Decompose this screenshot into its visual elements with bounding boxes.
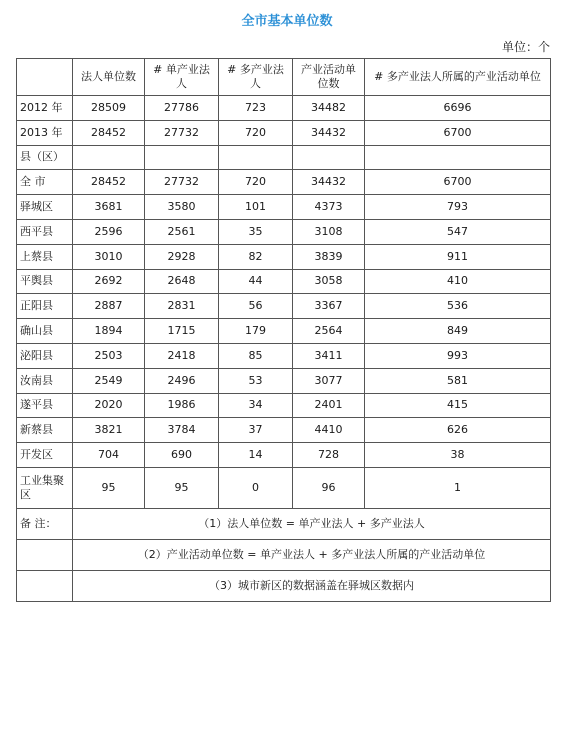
value-cell: 179 — [219, 319, 293, 344]
value-cell: 415 — [365, 393, 551, 418]
value-cell: 2549 — [73, 368, 145, 393]
empty-cell — [365, 145, 551, 170]
header-cell — [17, 59, 73, 96]
value-cell: 2020 — [73, 393, 145, 418]
value-cell: 85 — [219, 343, 293, 368]
table-row — [17, 96, 551, 121]
value-cell: 96 — [293, 467, 365, 508]
header-row — [17, 59, 551, 96]
value-cell: 1 — [365, 467, 551, 508]
row-label: 开发区 — [17, 443, 73, 468]
value-cell: 3411 — [293, 343, 365, 368]
empty-cell — [293, 145, 365, 170]
table-row — [17, 443, 551, 468]
table-row — [17, 170, 551, 195]
value-cell: 6700 — [365, 170, 551, 195]
value-cell: 2887 — [73, 294, 145, 319]
value-cell: 2596 — [73, 219, 145, 244]
table-row — [17, 294, 551, 319]
header-cell: 法人单位数 — [73, 59, 145, 96]
value-cell: 690 — [145, 443, 219, 468]
value-cell: 27786 — [145, 96, 219, 121]
table-row — [17, 343, 551, 368]
row-label: 2012 年 — [17, 96, 73, 121]
value-cell: 2561 — [145, 219, 219, 244]
row-label: 驿城区 — [17, 195, 73, 220]
value-cell: 0 — [219, 467, 293, 508]
value-cell: 2692 — [73, 269, 145, 294]
row-label: 泌阳县 — [17, 343, 73, 368]
value-cell: 95 — [73, 467, 145, 508]
empty-cell — [17, 539, 73, 570]
value-cell: 34432 — [293, 120, 365, 145]
value-cell: 3077 — [293, 368, 365, 393]
statistics-table — [16, 58, 551, 602]
value-cell: 38 — [365, 443, 551, 468]
value-cell: 95 — [145, 467, 219, 508]
value-cell: 911 — [365, 244, 551, 269]
table-row — [17, 244, 551, 269]
value-cell: 35 — [219, 219, 293, 244]
value-cell: 2401 — [293, 393, 365, 418]
row-label: 2013 年 — [17, 120, 73, 145]
header-cell: # 多产业法人 — [219, 59, 293, 96]
row-label: 汝南县 — [17, 368, 73, 393]
value-cell: 2496 — [145, 368, 219, 393]
empty-cell — [145, 145, 219, 170]
table-row — [17, 269, 551, 294]
note-row — [17, 508, 551, 539]
value-cell: 2648 — [145, 269, 219, 294]
header-cell: # 多产业法人所属的产业活动单位 — [365, 59, 551, 96]
value-cell: 720 — [219, 120, 293, 145]
value-cell: 2564 — [293, 319, 365, 344]
table-row — [17, 319, 551, 344]
value-cell: 27732 — [145, 120, 219, 145]
section-label: 县（区） — [17, 145, 73, 170]
value-cell: 793 — [365, 195, 551, 220]
row-label: 工业集聚区 — [17, 467, 73, 508]
value-cell: 1894 — [73, 319, 145, 344]
value-cell: 82 — [219, 244, 293, 269]
note-text: （3）城市新区的数据涵盖在驿城区数据内 — [73, 570, 551, 601]
row-label: 上蔡县 — [17, 244, 73, 269]
notes-label: 备 注： — [17, 508, 73, 539]
empty-cell — [219, 145, 293, 170]
value-cell: 626 — [365, 418, 551, 443]
value-cell: 3367 — [293, 294, 365, 319]
value-cell: 1715 — [145, 319, 219, 344]
value-cell: 101 — [219, 195, 293, 220]
value-cell: 728 — [293, 443, 365, 468]
row-label: 全 市 — [17, 170, 73, 195]
note-row — [17, 539, 551, 570]
row-label: 正阳县 — [17, 294, 73, 319]
empty-cell — [17, 570, 73, 601]
value-cell: 849 — [365, 319, 551, 344]
table-row — [17, 418, 551, 443]
value-cell: 1986 — [145, 393, 219, 418]
value-cell: 704 — [73, 443, 145, 468]
value-cell: 2831 — [145, 294, 219, 319]
value-cell: 28452 — [73, 120, 145, 145]
value-cell: 3010 — [73, 244, 145, 269]
value-cell: 3108 — [293, 219, 365, 244]
value-cell: 56 — [219, 294, 293, 319]
value-cell: 2503 — [73, 343, 145, 368]
value-cell: 27732 — [145, 170, 219, 195]
value-cell: 44 — [219, 269, 293, 294]
value-cell: 3821 — [73, 418, 145, 443]
row-label: 确山县 — [17, 319, 73, 344]
empty-cell — [73, 145, 145, 170]
value-cell: 34482 — [293, 96, 365, 121]
row-label: 西平县 — [17, 219, 73, 244]
value-cell: 3580 — [145, 195, 219, 220]
header-cell: 产业活动单位数 — [293, 59, 365, 96]
value-cell: 581 — [365, 368, 551, 393]
section-row — [17, 145, 551, 170]
unit-label: 单位：个 — [501, 40, 550, 54]
value-cell: 6696 — [365, 96, 551, 121]
value-cell: 4410 — [293, 418, 365, 443]
value-cell: 2418 — [145, 343, 219, 368]
note-text: （1）法人单位数 = 单产业法人 + 多产业法人 — [73, 508, 551, 539]
row-label: 遂平县 — [17, 393, 73, 418]
value-cell: 410 — [365, 269, 551, 294]
value-cell: 3784 — [145, 418, 219, 443]
value-cell: 2928 — [145, 244, 219, 269]
value-cell: 34 — [219, 393, 293, 418]
value-cell: 3839 — [293, 244, 365, 269]
value-cell: 53 — [219, 368, 293, 393]
value-cell: 720 — [219, 170, 293, 195]
row-label: 平舆县 — [17, 269, 73, 294]
page-title: 全市基本单位数 — [241, 14, 333, 29]
value-cell: 723 — [219, 96, 293, 121]
value-cell: 14 — [219, 443, 293, 468]
row-label: 新蔡县 — [17, 418, 73, 443]
value-cell: 993 — [365, 343, 551, 368]
note-row — [17, 570, 551, 601]
value-cell: 547 — [365, 219, 551, 244]
value-cell: 3058 — [293, 269, 365, 294]
table-row — [17, 368, 551, 393]
table-row — [17, 393, 551, 418]
table-row — [17, 219, 551, 244]
table-row — [17, 195, 551, 220]
value-cell: 28509 — [73, 96, 145, 121]
table-row — [17, 467, 551, 508]
note-text: （2）产业活动单位数 = 单产业法人 + 多产业法人所属的产业活动单位 — [73, 539, 551, 570]
value-cell: 4373 — [293, 195, 365, 220]
header-cell: # 单产业法人 — [145, 59, 219, 96]
value-cell: 3681 — [73, 195, 145, 220]
value-cell: 34432 — [293, 170, 365, 195]
table-row — [17, 120, 551, 145]
value-cell: 37 — [219, 418, 293, 443]
value-cell: 6700 — [365, 120, 551, 145]
value-cell: 28452 — [73, 170, 145, 195]
value-cell: 536 — [365, 294, 551, 319]
